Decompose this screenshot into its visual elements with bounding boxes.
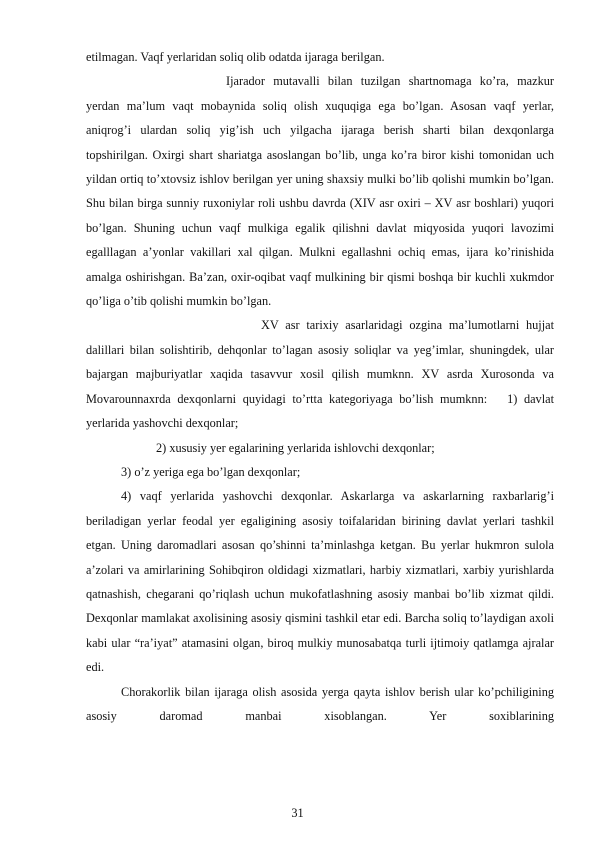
list-item-1: 1) davlat yerlarida yashovchi dexqonlar; (86, 391, 554, 431)
paragraph-2: Ijarador mutavalli bilan tuzilgan shartnomaga ko’ra, mazkur yerdan ma’lum vaqt mobaynida soliq olish xuquqiga ega bo’lgan. Asosan vaqf yerlar, aniqrog’i ulardan soliq yig’ish uch yilgacha ijaraga berish sharti bilan dexqonlarga topshirilgan. Oxirgi shart shariatga asoslangan bo’lib, unga ko’ra biror kishi tomonidan uch yildan ortiq to’xtovsiz ishlov berilgan yer uning shaxsiy mulki bo’lib qolishi mumkin bo’lgan. Shu bilan birga sunniy ruxoniylar roli ushbu davrda (XIV asr oxiri – XV asr boshlari) yuqori bo’lgan. Shuning uchun vaqf mulkiga egalik qilishni davlat miqyosida yuqori lavozimi egalllagan a’yonlar vakillari xal qilgan. Mulkni egallashni ochiq emas, ijara ko’rinishida amalga oshirishgan. Ba’zan, oxir-oqibat vaqf mulkining bir qismi boshqa bir kuchli xukmdor qo’liga o’tib qolishi mumkin bo’lgan. (86, 74, 554, 309)
paragraph-1: etilmagan. Vaqf yerlaridan soliq olib odatda ijaraga berilgan. (86, 50, 385, 64)
paragraph-3-text: XV asr tarixiy asarlaridagi ozgina ma’lumotlarni hujjat dalillari bilan solishtirib, dehqonlar to’lagan asosiy soliqlar va yeg’imlar, shuningdek, ular bajargan majburiyatlar xaqida tasavvur xosil qilish mumknn. XV asrda Xurosonda va Movarounnaxrda dexqonlarni quyidagi to’rtta kategoriyaga bo’lish mumknn: (86, 318, 554, 406)
paragraph-5: Chorakorlik bilan ijaraga olish asosida yerga qayta ishlov berish ular ko’pchiligining asosiy daromad manbai xisoblangan. Yer soxiblarining (86, 684, 554, 723)
list-item-3: 3) o’z yeriga ega bo’lgan dexqonlar; (121, 464, 301, 479)
page-number: 31 (291, 806, 304, 820)
list-item-2: 2) xususiy yer egalarining yerlarida ishlovchi dexqonlar; (156, 440, 435, 455)
paragraph-3 (86, 313, 554, 435)
document-page (86, 45, 554, 728)
paragraph-4: 4) vaqf yerlarida yashovchi dexqonlar. Askarlarga va askarlarning raxbarlarig’i beriladigan yerlar feodal yer egaligining asosiy toifalaridan birining davlat yerlari tashkil etgan. Uning daromadlari asosan qo’shinni ta’minlashga ketgan. Bu yerlar hukmron sulola a’zolari va amirlarining Sohibqiron oldidagi xizmatlari, harbiy xizmatlari, xarbiy yurishlarda qatnashish, chegarani qo’riqlash uchun mukofatlashning asosiy manbai bo’lib xizmat qildi. Dexqonlar mamlakat axolisining asosiy qismini tashkil etar edi. Barcha soliq to’laydigan axoli kabi ular “ra’iyat” atamasini olgan, biroq mulkiy munosabatqa turli ijtimoiy qatlamga ajralar edi. (86, 489, 554, 675)
